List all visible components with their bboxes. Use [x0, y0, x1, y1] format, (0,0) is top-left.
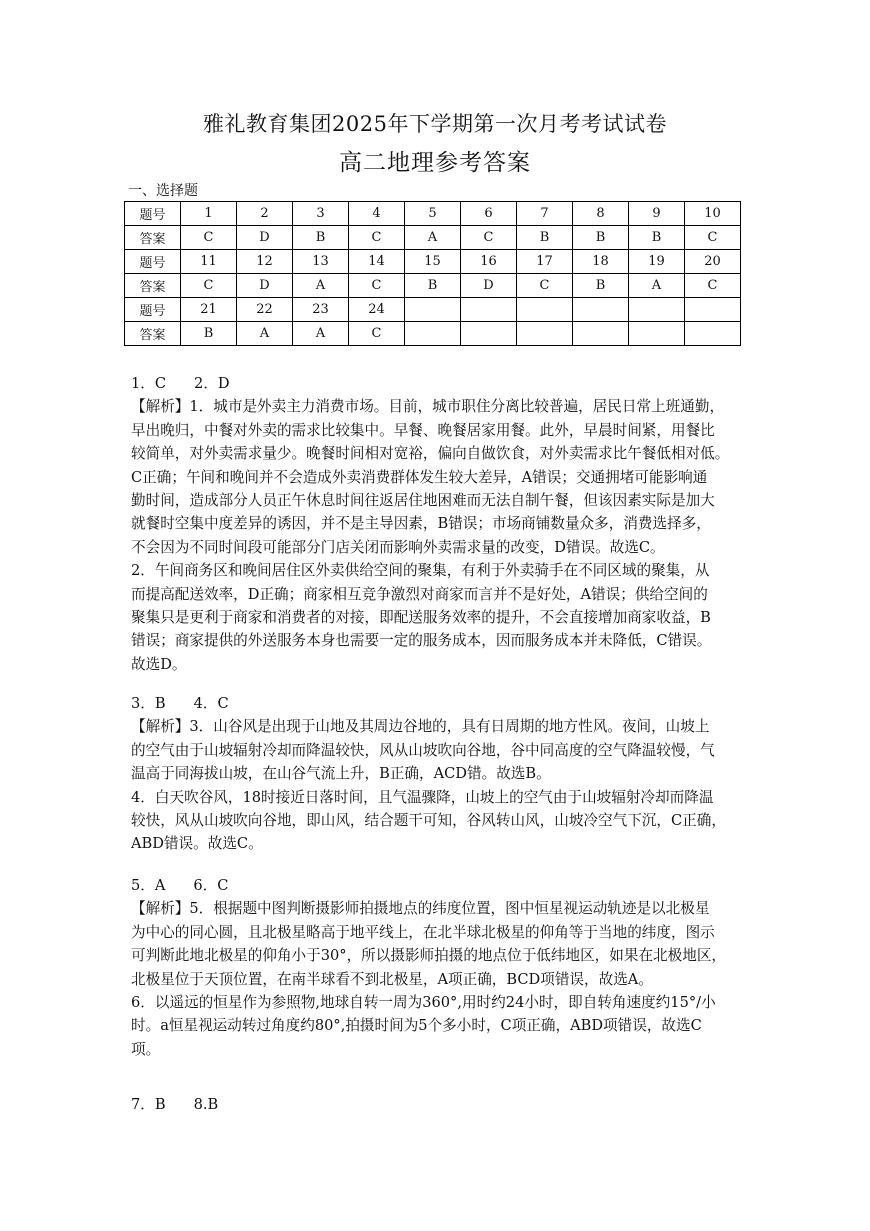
explanation-block-5-6 [131, 874, 746, 1061]
answer-letter-cell: C [685, 226, 741, 250]
answer-letter-cell: D [237, 274, 293, 298]
answer-letter-cell: D [237, 226, 293, 250]
question-number-cell [517, 298, 573, 322]
explanation-line: 的空气由于山坡辐射冷却而降温较快，风从山坡吹向谷地，谷中同高度的空气降温较慢，气 [131, 741, 715, 759]
explanation-block-1-2 [131, 372, 746, 676]
answer-letter-cell: A [293, 322, 349, 346]
answer-letter-cell [461, 322, 517, 346]
answer-letter-cell: B [405, 274, 461, 298]
question-number-cell: 17 [517, 250, 573, 274]
answer-letter-cell: C [349, 226, 405, 250]
answer-letter-cell: C [181, 226, 237, 250]
explanation-line: 勤时间，造成部分人员正午休息时间往返居住地困难而无法自制午餐，但该因素实际是加大 [131, 492, 715, 510]
explanation-block-3-4 [131, 692, 746, 856]
question-number-cell: 24 [349, 298, 405, 322]
answer-summary-line [131, 874, 746, 897]
row-label-answer: 答案 [125, 274, 181, 298]
answer-letter-cell [405, 322, 461, 346]
explanation-line: ABD错误。故选C。 [131, 835, 263, 853]
question-number-cell: 16 [461, 250, 517, 274]
answer-table-row [125, 322, 741, 346]
answer-summary-line [131, 692, 746, 715]
explanation-line: 不会因为不同时间段可能部分门店关闭而影响外卖需求量的改变，D错误。故选C。 [131, 538, 665, 556]
explanation-line: 聚集只是更利于商家和消费者的对接，即配送服务效率的提升，不会直接增加商家收益，B [131, 609, 711, 627]
answer-summary-item: 5．A [131, 877, 166, 894]
explanation-line: 故选D。 [131, 655, 187, 673]
answer-letter-cell: C [461, 226, 517, 250]
question-number-cell: 13 [293, 250, 349, 274]
question-number-cell: 9 [629, 202, 685, 226]
explanation-line: 【解析】5．根据题中图判断摄影师拍摄地点的纬度位置，图中恒星视运动轨迹是以北极星 [131, 900, 710, 918]
question-number-cell: 7 [517, 202, 573, 226]
question-number-cell [573, 298, 629, 322]
answer-letter-cell: B [517, 226, 573, 250]
row-label-question: 题号 [125, 250, 181, 274]
explanation-line: 较简单，对外卖需求量少。晚餐时间相对宽裕，偏向自做饮食，对外卖需求比午餐低相对低。 [131, 445, 730, 463]
answer-letter-cell: A [293, 274, 349, 298]
answer-letter-cell: B [181, 322, 237, 346]
answer-table-row [125, 226, 741, 250]
question-number-cell: 5 [405, 202, 461, 226]
explanation-line: 为中心的同心圆，且北极星略高于地平线上，在北半球北极星的仰角等于当地的纬度，图示 [131, 923, 715, 941]
answer-letter-cell [517, 322, 573, 346]
explanation-line: C正确；午间和晚间并不会造成外卖消费群体发生较大差异，A错误；交通拥堵可能影响通 [131, 468, 708, 486]
explanation-line: 2．午间商务区和晚间居住区外卖供给空间的聚集，有利于外卖骑手在不同区域的聚集，从 [131, 562, 710, 580]
question-number-cell [629, 298, 685, 322]
answer-letter-cell: B [293, 226, 349, 250]
answer-key-title: 高二地理参考答案 [339, 150, 531, 176]
question-number-cell: 3 [293, 202, 349, 226]
explanation-line: 可判断此地北极星的仰角小于30°，所以摄影师拍摄的地点位于低纬地区，如果在北极地区， [131, 947, 727, 965]
question-number-cell: 1 [181, 202, 237, 226]
explanation-line: 而提高配送效率，D正确；商家相互竞争激烈对商家而言并不是好处，A错误；供给空间的 [131, 585, 708, 603]
explanation-line: 较快，风从山坡吹向谷地，即山风，结合题干可知，谷风转山风，山坡冷空气下沉，C正确， [131, 812, 726, 830]
answer-summary-item: 3．B [131, 695, 166, 712]
question-number-cell: 8 [573, 202, 629, 226]
answer-summary-item: 4．C [193, 695, 229, 712]
explanation-line: 【解析】1．城市是外卖主力消费市场。目前，城市职住分离比较普遍，居民日常上班通勤， [131, 398, 725, 416]
question-number-cell: 18 [573, 250, 629, 274]
section-heading: 一、选择题 [128, 183, 198, 199]
question-number-cell [461, 298, 517, 322]
question-number-cell: 4 [349, 202, 405, 226]
explanation-block-7-8 [131, 1093, 746, 1116]
row-label-answer: 答案 [125, 322, 181, 346]
answer-table-row [125, 274, 741, 298]
answer-letter-cell: C [685, 274, 741, 298]
explanation-line: 温高于同海拔山坡，在山谷气流上升，B正确，ACD错。故选B。 [131, 765, 551, 783]
answer-letter-cell [685, 322, 741, 346]
row-label-answer: 答案 [125, 226, 181, 250]
explanation-line: 北极星位于天顶位置，在南半球看不到北极星，A项正确，BCD项错误，故选A。 [131, 970, 653, 988]
answer-summary-item: 1．C [131, 375, 167, 392]
answer-summary-item: 8.B [193, 1096, 219, 1113]
exam-title: 雅礼教育集团2025年下学期第一次月考考试试卷 [203, 112, 667, 136]
answer-letter-cell: C [517, 274, 573, 298]
question-number-cell: 20 [685, 250, 741, 274]
answer-letter-cell: B [629, 226, 685, 250]
answer-table [124, 201, 741, 346]
explanation-line: 时。a恒星视运动转过角度约80°,拍摄时间为5个多小时，C项正确，ABD项错误，故选C [131, 1017, 702, 1035]
explanation-line: 错误；商家提供的外送服务本身也需要一定的服务成本，因而服务成本并未降低，C错误。 [131, 632, 712, 650]
row-label-question: 题号 [125, 202, 181, 226]
question-number-cell: 19 [629, 250, 685, 274]
question-number-cell: 10 [685, 202, 741, 226]
answer-letter-cell: A [237, 322, 293, 346]
answer-letter-cell: D [461, 274, 517, 298]
question-number-cell: 2 [237, 202, 293, 226]
answer-letter-cell: A [629, 274, 685, 298]
question-number-cell: 22 [237, 298, 293, 322]
answer-summary-line [131, 372, 746, 395]
answer-summary-item: 7．B [131, 1096, 166, 1113]
row-label-question: 题号 [125, 298, 181, 322]
question-number-cell: 14 [349, 250, 405, 274]
answer-summary-item: 2．D [194, 375, 230, 392]
answer-table-row [125, 298, 741, 322]
answer-letter-cell: C [181, 274, 237, 298]
answer-letter-cell: B [573, 226, 629, 250]
question-number-cell: 15 [405, 250, 461, 274]
answer-letter-cell: A [405, 226, 461, 250]
explanation-line: 项。 [131, 1040, 161, 1058]
answer-table-row [125, 202, 741, 226]
answer-letter-cell [629, 322, 685, 346]
question-number-cell: 6 [461, 202, 517, 226]
question-number-cell: 21 [181, 298, 237, 322]
question-number-cell [685, 298, 741, 322]
answer-summary-item: 6．C [193, 877, 229, 894]
answer-table-row [125, 250, 741, 274]
explanation-line: 【解析】3．山谷风是出现于山地及其周边谷地的，具有日周期的地方性风。夜间，山坡上 [131, 718, 710, 736]
question-number-cell [405, 298, 461, 322]
explanation-line: 就餐时空集中度差异的诱因，并不是主导因素，B错误；市场商铺数量众多，消费选择多， [131, 515, 711, 533]
answer-summary-line [131, 1093, 746, 1116]
explanation-line: 早出晚归，中餐对外卖的需求比较集中。早餐、晚餐居家用餐。此外，早晨时间紧，用餐比 [131, 421, 715, 439]
question-number-cell: 12 [237, 250, 293, 274]
answer-letter-cell: B [573, 274, 629, 298]
explanation-line: 4．白天吹谷风，18时接近日落时间，且气温骤降，山坡上的空气由于山坡辐射冷却而降温 [131, 788, 714, 806]
question-number-cell: 23 [293, 298, 349, 322]
explanation-line: 6．以遥远的恒星作为参照物,地球自转一周为360°,用时约24小时，即自转角速度约15°/小 [131, 994, 716, 1012]
answer-letter-cell: C [349, 274, 405, 298]
answer-letter-cell: C [349, 322, 405, 346]
question-number-cell: 11 [181, 250, 237, 274]
answer-letter-cell [573, 322, 629, 346]
